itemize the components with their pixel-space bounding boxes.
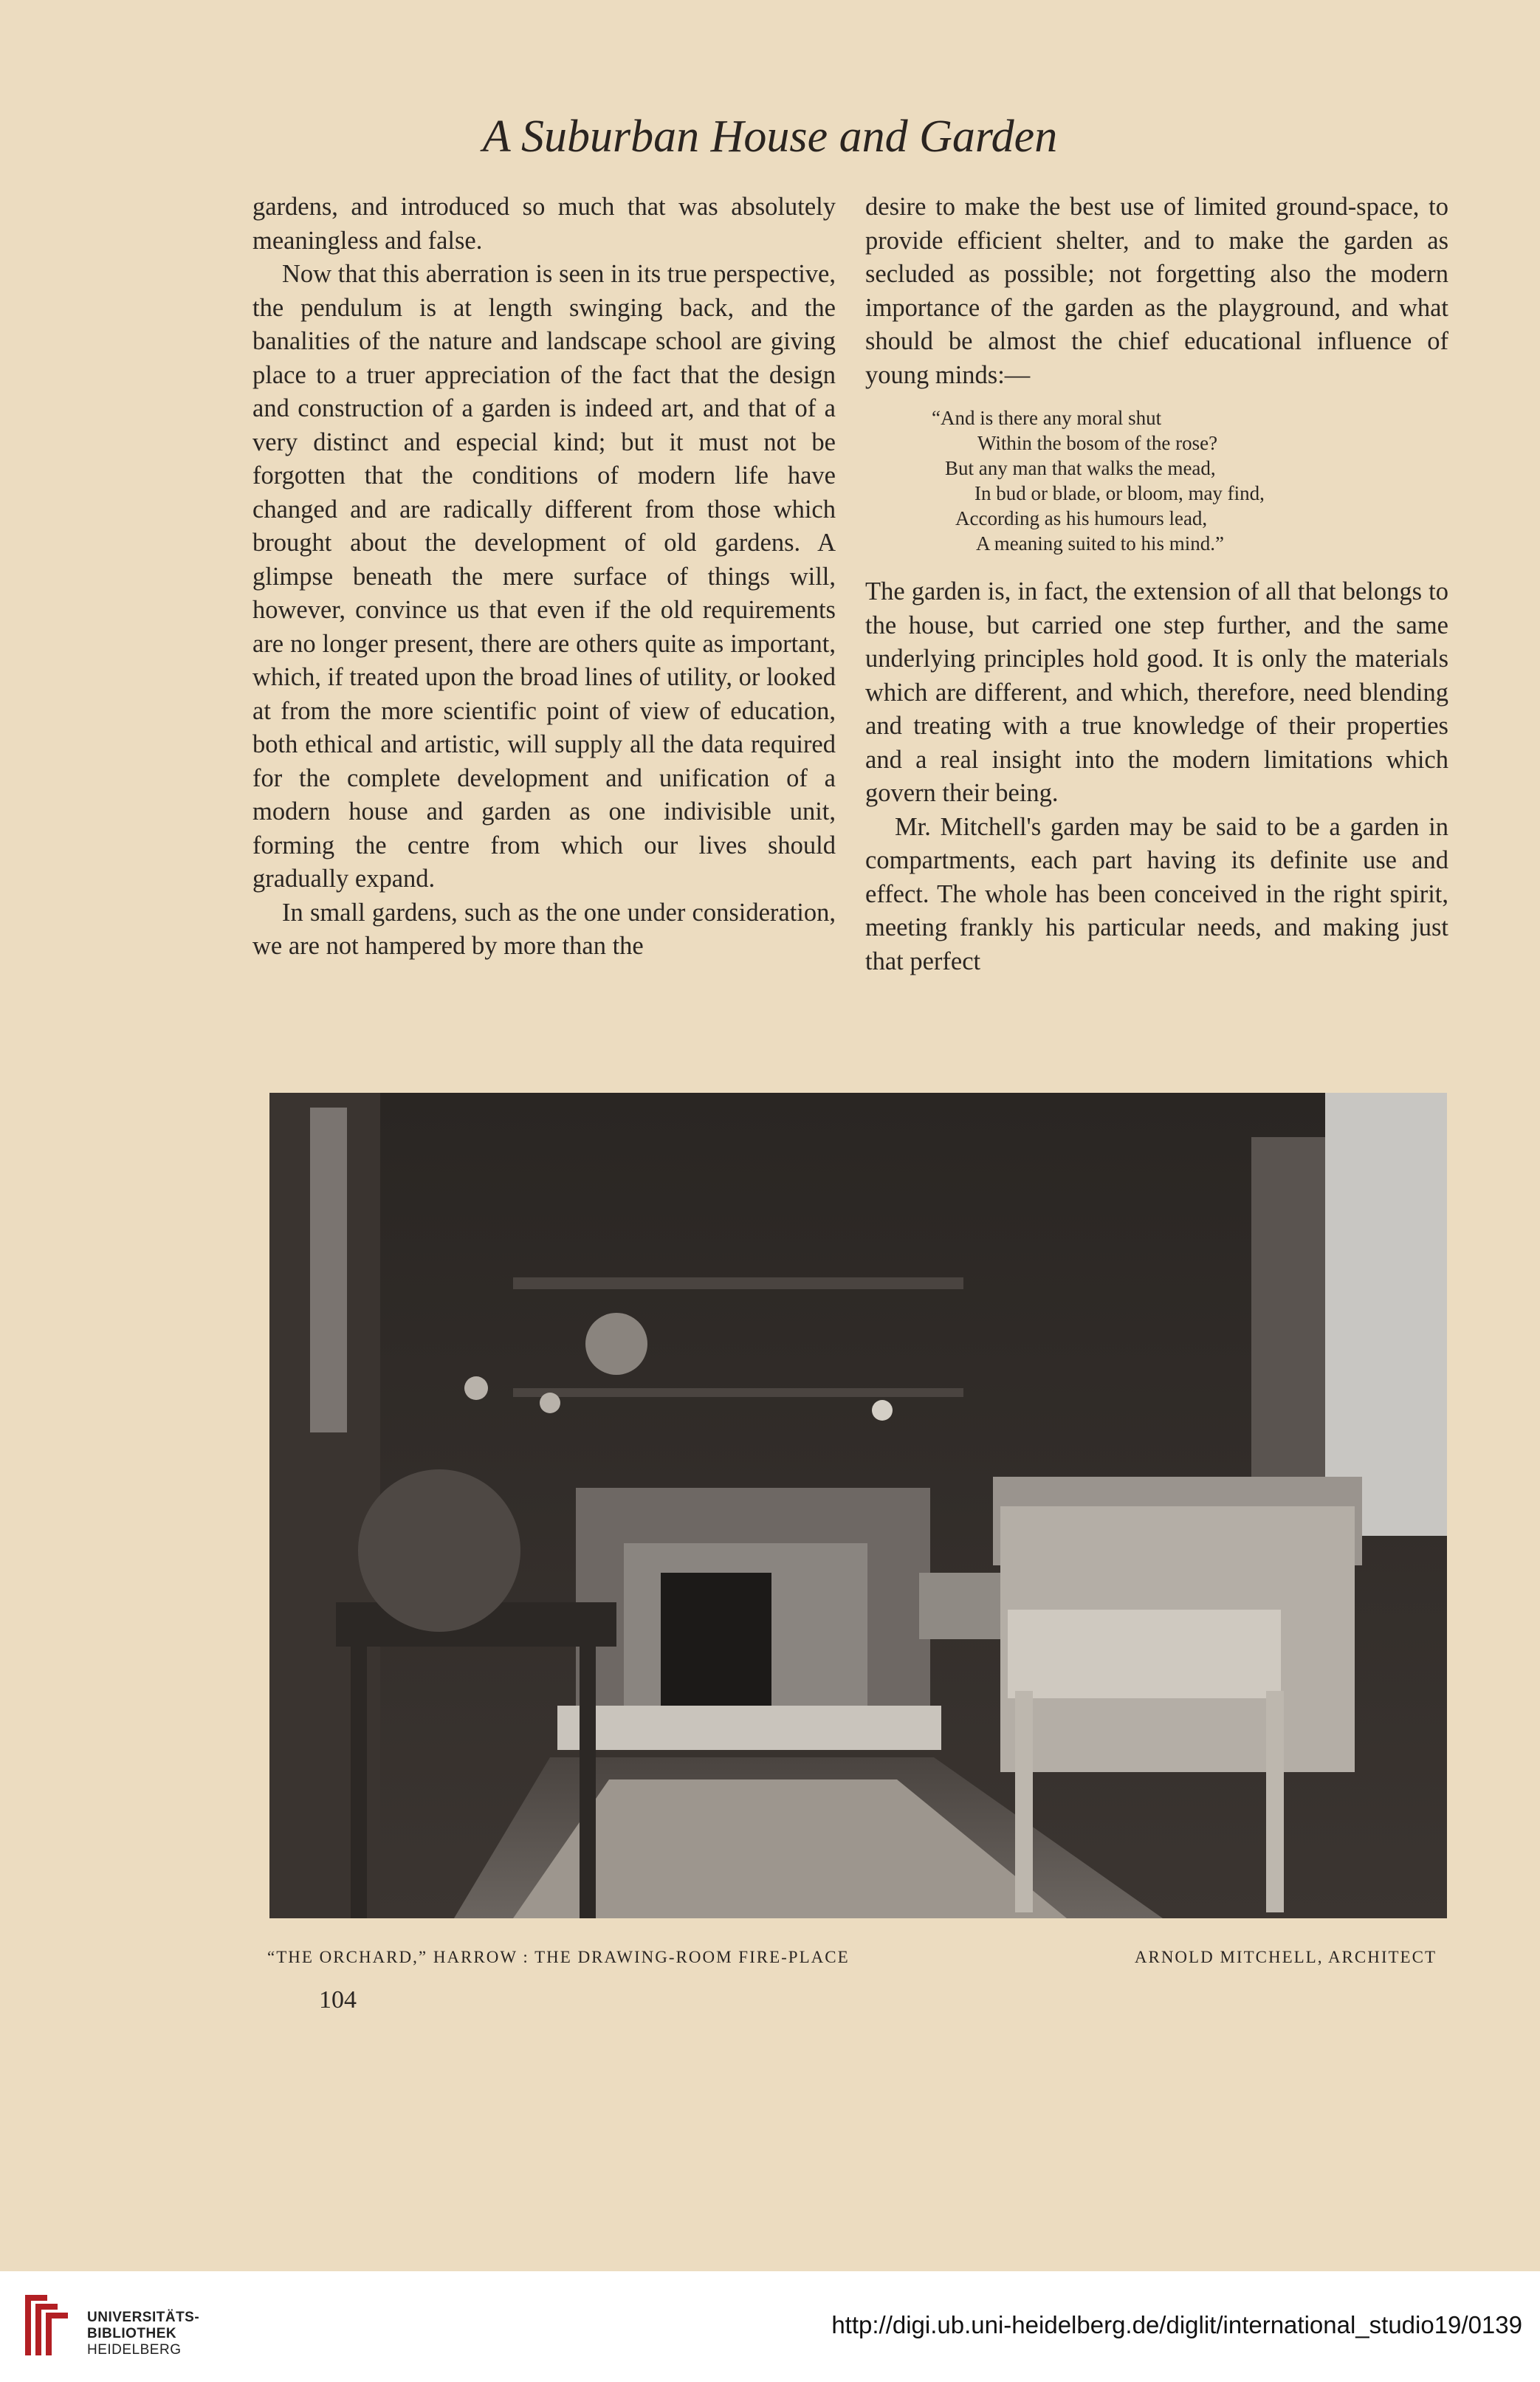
library-name-line: UNIVERSITÄTS- — [87, 2310, 200, 2325]
paragraph: gardens, and introduced so much that was absolutely meaningless and false. — [252, 193, 836, 255]
poem-line: But any man that walks the mead, — [945, 457, 1216, 479]
poem-line: Within the bosom of the rose? — [977, 432, 1218, 454]
library-name — [87, 2310, 199, 2358]
paragraph: Mr. Mitchell's garden may be said to be a garden in compartments, each part having its definite use and effect. The whole has been conceived in the right spirit, meeting frankly his particular needs, and making just that perfect — [865, 812, 1448, 975]
paragraph: desire to make the best use of limited ground-space, to provide efficient shelter, and to make the garden as secluded as possible; not forgetting also the modern importance of the garden as the playground, and what should be almost the chief educational influence of young minds:— — [865, 193, 1448, 389]
poem-line: According as his humours lead, — [955, 507, 1208, 529]
paragraph: In small gardens, such as the one under consideration, we are not hampered by more than the — [252, 898, 836, 960]
drawing-room-photograph — [269, 1093, 1447, 1918]
library-name-line: BIBLIOTHEK — [87, 2326, 177, 2341]
poem-line: In bud or blade, or bloom, may find, — [974, 482, 1265, 504]
left-text-column — [252, 191, 836, 964]
library-logo-icon — [19, 2287, 78, 2361]
paragraph: Now that this aberration is seen in its true perspective, the pendulum is at length swinging back, and the banalities of the nature and landscape school are giving place to a truer appreciation of the fact that the design and construction of a garden is indeed art, and that of a very distinct and especial kind; but it must not be forgotten that the conditions of modern life have changed and are radically different from those which brought about the development of old gardens. A glimpse beneath the mere surface of things will, however, convince us that even if the old requirements are no longer present, there are others quite as important, which, if treated upon the broad lines of utility, or looked at from the more scientific point of view of education, both ethical and artistic, will supply all the data required for the complete development and unification of a modern house and garden as one indivisible unit, forming the centre from which our lives should gradually expand. — [252, 260, 836, 893]
poem-quote — [865, 405, 1448, 556]
page-number: 104 — [319, 1986, 357, 2014]
figure-credit: ARNOLD MITCHELL, ARCHITECT — [1134, 1948, 1437, 1966]
source-url-link[interactable]: http://digi.ub.uni-heidelberg.de/diglit/international_studio19/0139 — [831, 2311, 1522, 2338]
figure-caption: “THE ORCHARD,” HARROW : THE DRAWING-ROOM FIRE-PLACE — [267, 1948, 850, 1966]
poem-line: “And is there any moral shut — [932, 407, 1162, 429]
poem-line: A meaning suited to his mind.” — [976, 532, 1224, 555]
paragraph: The garden is, in fact, the extension of all that belongs to the house, but carried one step further, and the same underlying principles hold good. It is only the materials which are different, and which, therefore, need blending and treating with a true knowledge of their properties and a real insight into the modern limitations which govern their being. — [865, 577, 1448, 807]
library-name-line: HEIDELBERG — [87, 2342, 182, 2358]
page-title: A Suburban House and Garden — [482, 111, 1058, 162]
right-text-column — [865, 191, 1448, 978]
viewer-footer — [0, 2271, 1540, 2382]
